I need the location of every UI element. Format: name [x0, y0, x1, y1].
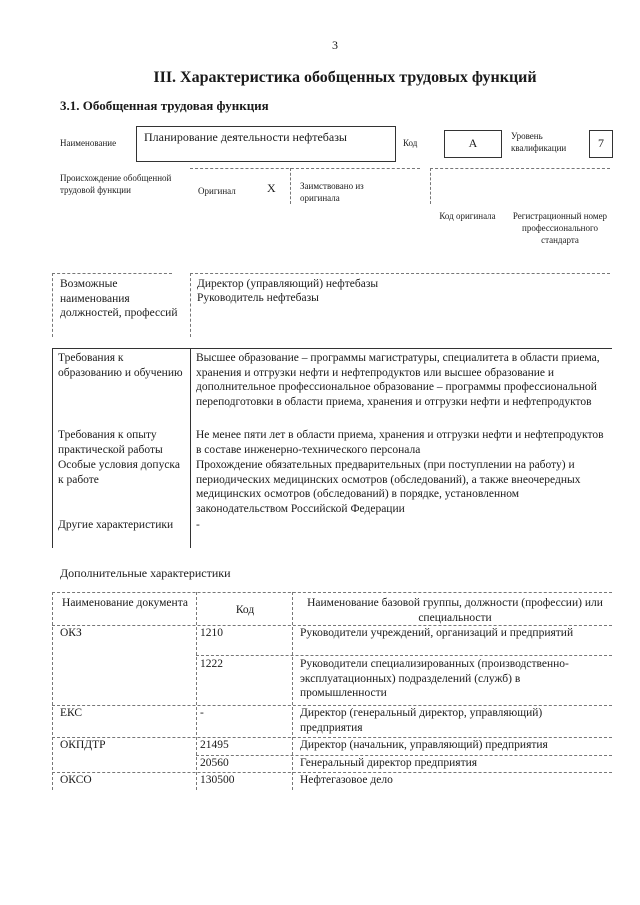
origin-top-line-right [430, 168, 610, 169]
other-label: Другие характеристики [58, 519, 174, 531]
row-4-name: Директор (начальник, управляющий) предприятия [300, 739, 548, 751]
positions-left-border [52, 273, 53, 337]
positions-top-line-right [190, 273, 610, 274]
col-doc-header: Наименование документа [62, 597, 188, 609]
row-1-doc: ОКЗ [60, 627, 82, 639]
col-name-header: Наименование базовой группы, должности (профессии) или специальности [307, 597, 603, 624]
row-6-name: Нефтегазовое дело [300, 774, 393, 786]
row-3-code: - [200, 707, 204, 719]
origin-divider [290, 168, 291, 204]
conditions-label: Особые условия допуска к работе [58, 459, 180, 486]
row-1-code: 1210 [200, 627, 223, 639]
education-label: Требования к образованию и обучению [58, 352, 183, 379]
origin-label: Происхождение обобщенной трудовой функции [60, 173, 172, 195]
experience-value: Не менее пяти лет в области приема, хранения и отгрузки нефти и нефтепродуктов в составе инженерно-технического персонала [196, 429, 604, 456]
page-number: 3 [332, 38, 338, 52]
row-3-name: Директор (генеральный директор, управляющий) предприятия [300, 707, 543, 734]
origin-divider-2 [430, 168, 431, 204]
row-6-code: 130500 [200, 774, 235, 786]
row-2-code: 1222 [200, 658, 223, 670]
row-5-name: Генеральный директор предприятия [300, 757, 478, 769]
additional-col-divider-1 [196, 592, 197, 790]
original-mark: X [267, 181, 276, 195]
code-value: A [468, 136, 478, 150]
row-4-doc: ОКПДТР [60, 739, 106, 751]
position-2: Руководитель нефтебазы [197, 292, 319, 304]
origin-top-line [190, 168, 420, 169]
additional-title: Дополнительные характеристики [60, 566, 231, 580]
requirements-top-line [52, 348, 612, 349]
section-title: III. Характеристика обобщенных трудовых функций [153, 69, 537, 86]
reg-number-label: Регистрационный номер профессионального стандарта [512, 211, 608, 245]
row-6-doc: ОКСО [60, 774, 92, 786]
code-label: Код [403, 138, 418, 148]
name-value: Планирование деятельности нефтебазы [144, 130, 347, 144]
additional-left-border [52, 592, 53, 790]
subsection-title: 3.1. Обобщенная трудовая функция [60, 98, 269, 113]
positions-top-line [52, 273, 172, 274]
name-label: Наименование [60, 138, 117, 148]
conditions-value: Прохождение обязательных предварительных (при поступлении на работу) и периодических медицинских осмотров (обследований), а также внеочередных медицинских осмотров (обследований) в порядке, установленном законодательством Российской Федерации [196, 459, 581, 515]
education-value: Высшее образование – программы магистратуры, специалитета в области приема, хранения и отгрузки нефти и нефтепродуктов или высшее образование и дополнительное профессиональное образование – программы профессиональной переподготовки в области приема, хранения и отгрузки нефти и нефтепродуктов [196, 352, 600, 408]
position-1: Директор (управляющий) нефтебазы [197, 278, 379, 290]
original-label: Оригинал [198, 186, 236, 196]
row-3-doc: ЕКС [60, 707, 83, 719]
row-2-name: Руководители специализированных (производственно-эксплуатационных) подразделений (служб) в промышленности [300, 658, 569, 700]
positions-label: Возможные наименования должностей, профессий [60, 278, 178, 320]
additional-top-line [52, 592, 612, 593]
borrowed-label: Заимствовано из оригинала [300, 181, 364, 203]
code-original-label: Код оригинала [439, 211, 496, 221]
level-label: Уровень квалификации [511, 131, 567, 153]
row-line-1 [196, 655, 612, 656]
other-value: - [196, 519, 200, 531]
level-value: 7 [598, 136, 604, 150]
positions-divider [190, 273, 191, 337]
row-1-name: Руководители учреждений, организаций и предприятий [300, 627, 574, 639]
additional-col-divider-2 [292, 592, 293, 790]
requirements-left-border [52, 348, 53, 548]
row-4-code: 21495 [200, 739, 229, 751]
row-5-code: 20560 [200, 757, 229, 769]
col-code-header: Код [235, 604, 255, 616]
experience-label: Требования к опыту практической работы [58, 429, 163, 456]
requirements-divider [190, 348, 191, 548]
